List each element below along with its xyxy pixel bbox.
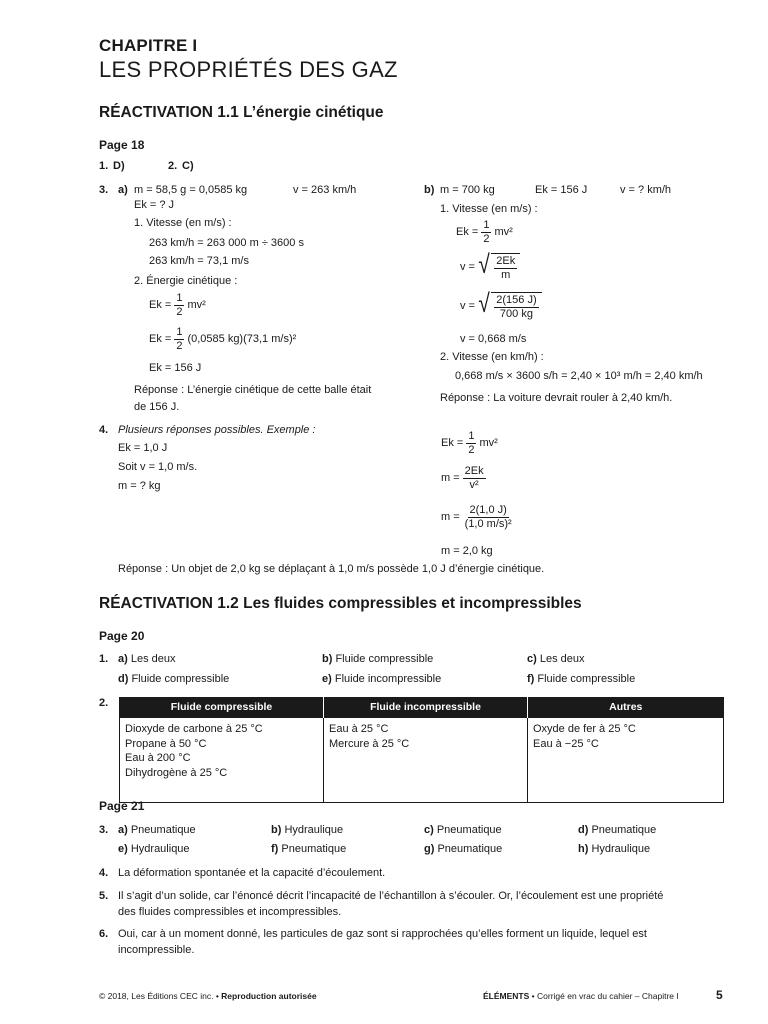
p21-q3-item-c: c) Pneumatique [424, 824, 502, 836]
square-root: √ $\frac{2(156 J)}{700 kg}$ [477, 292, 542, 320]
q3b-formula-v-sqrt: v = √ $\frac{2Ek}{m}$ [460, 253, 520, 281]
p21-q6-text-line2: incompressible. [118, 944, 195, 956]
q3a-formula-ek: Ek = $\frac{1}{2}$ mv² [149, 292, 206, 318]
p21-q5-text-line2: des fluides compressibles et incompressibles. [118, 906, 342, 918]
q3a-label: a) [118, 184, 128, 196]
q4-number: 4. [99, 424, 109, 436]
q3a-step1: 1. Vitesse (en m/s) : [134, 217, 232, 229]
q4-speed: Soit v = 1,0 m/s. [118, 461, 198, 473]
p21-q5-text-line1: Il s’agit d’un solide, car l’énoncé décrit l’incapacité de l’échantillon à s’écouler. Or, l’écoulement est une propriété [118, 890, 664, 902]
q2-number: 2. [168, 160, 178, 172]
q3b-answer: Réponse : La voiture devrait rouler à 2,40 km/h. [440, 392, 673, 404]
square-root: √ $\frac{2Ek}{m}$ [477, 253, 520, 281]
p20-q1-item-e: e) Fluide incompressible [322, 673, 442, 685]
p21-q3-number: 3. [99, 824, 109, 836]
q3a-calc1: 263 km/h = 263 000 m ÷ 3600 s [149, 237, 304, 249]
q4-formula-m: m = $\frac{2Ek}{\text{v²}}$ [441, 465, 484, 491]
q3a-formula-substituted: Ek = $\frac{1}{2}$ (0,0585 kg)(73,1 m/s)² [149, 326, 297, 352]
q4-formula-m-substituted: m = $\frac{2(1,0 J)}{\text{(1,0 m/s)²}}$ [441, 504, 512, 530]
q4-formula-ek: Ek = $\frac{1}{2}$ mv² [441, 430, 498, 456]
p21-q5-number: 5. [99, 890, 109, 902]
q4-result: m = 2,0 kg [441, 545, 493, 557]
p21-q3-item-g: g) Pneumatique [424, 843, 503, 855]
table-cell-incompressible: Eau à 25 °C Mercure à 25 °C [324, 718, 528, 803]
page-ref-18: Page 18 [99, 138, 145, 152]
section-title-1-2: RÉACTIVATION 1.2 Les fluides compressibles et incompressibles [99, 595, 582, 612]
table-cell-others: Oxyde de fer à 25 °C Eau à −25 °C [528, 718, 724, 803]
q3a-answer-line1: Réponse : L’énergie cinétique de cette balle était [134, 384, 372, 396]
q2-answer: C) [182, 160, 194, 172]
chapter-label: CHAPITRE I [99, 36, 198, 55]
q3b-conversion: 0,668 m/s × 3600 s/h = 2,40 × 10³ m/h = 2,40 km/h [455, 370, 703, 382]
p21-q3-item-b: b) Hydraulique [271, 824, 344, 836]
q3a-ek-unknown: Ek = ? J [134, 199, 175, 211]
p20-q1-item-d: d) Fluide compressible [118, 673, 230, 685]
q1-answer: D) [113, 160, 125, 172]
p21-q3-item-h: h) Hydraulique [578, 843, 651, 855]
q3b-mass: m = 700 kg [440, 184, 495, 196]
p20-q2-number: 2. [99, 697, 109, 709]
section-title-1-1: RÉACTIVATION 1.1 L’énergie cinétique [99, 104, 384, 121]
p21-q4-text: La déformation spontanée et la capacité d’écoulement. [118, 867, 386, 879]
p20-q1-item-b: b) Fluide compressible [322, 653, 434, 665]
q3b-formula-ek: Ek = $\frac{1}{2}$ mv² [456, 219, 513, 245]
fluids-table [119, 697, 724, 803]
p21-q3-item-e: e) Hydraulique [118, 843, 190, 855]
q3b-step1: 1. Vitesse (en m/s) : [440, 203, 538, 215]
page-ref-20: Page 20 [99, 629, 145, 643]
p21-q3-item-d: d) Pneumatique [578, 824, 657, 836]
p20-q1-item-c: c) Les deux [527, 653, 585, 665]
table-header-compressible: Fluide compressible [120, 697, 324, 718]
q3a-result: Ek = 156 J [149, 362, 202, 374]
q1-number: 1. [99, 160, 109, 172]
page-number: 5 [716, 988, 723, 1002]
q3a-calc2: 263 km/h = 73,1 m/s [149, 255, 249, 267]
q4-intro: Plusieurs réponses possibles. Exemple : [118, 424, 316, 436]
p21-q4-number: 4. [99, 867, 109, 879]
q3b-speed-unknown: v = ? km/h [620, 184, 672, 196]
fraction-one-half: $\frac{1}{2}$ [176, 292, 183, 318]
fraction-one-half: $\frac{1}{2}$ [483, 219, 490, 245]
p21-q6-text-line1: Oui, car à un moment donné, les particules de gaz sont si rapprochées qu’elles forment un liquide, lequel est [118, 928, 647, 940]
fraction-one-half: $\frac{1}{2}$ [468, 430, 475, 456]
q3b-result: v = 0,668 m/s [460, 333, 527, 345]
page-ref-21: Page 21 [99, 799, 145, 813]
chapter-title: LES PROPRIÉTÉS DES GAZ [99, 57, 398, 82]
table-header-others: Autres [528, 697, 724, 718]
q3b-formula-v-substituted: v = √ $\frac{2(156 J)}{700 kg}$ [460, 292, 542, 320]
q3b-label: b) [424, 184, 435, 196]
p20-q1-item-a: a) Les deux [118, 653, 176, 665]
table-cell-compressible: Dioxyde de carbone à 25 °C Propane à 50 °C Eau à 200 °C Dihydrogène à 25 °C [120, 718, 324, 803]
p20-q1-item-f: f) Fluide compressible [527, 673, 636, 685]
q3a-mass: m = 58,5 g = 0,0585 kg [134, 184, 248, 196]
footer-copyright: © 2018, Les Éditions CEC inc. • Reproduction autorisée [99, 991, 317, 1001]
q4-mass-unknown: m = ? kg [118, 480, 161, 492]
p20-q1-number: 1. [99, 653, 109, 665]
q4-ek: Ek = 1,0 J [118, 442, 168, 454]
q4-answer: Réponse : Un objet de 2,0 kg se déplaçant à 1,0 m/s possède 1,0 J d’énergie cinétique. [118, 563, 545, 575]
p21-q6-number: 6. [99, 928, 109, 940]
q3a-answer-line2: de 156 J. [134, 401, 180, 413]
q3-number: 3. [99, 184, 109, 196]
fraction-one-half: $\frac{1}{2}$ [176, 326, 183, 352]
q3a-speed: v = 263 km/h [293, 184, 357, 196]
q3a-step2: 2. Énergie cinétique : [134, 275, 238, 287]
q3b-step2: 2. Vitesse (en km/h) : [440, 351, 544, 363]
q3b-ek: Ek = 156 J [535, 184, 588, 196]
footer-book: ÉLÉMENTS • Corrigé en vrac du cahier – Chapitre I [483, 991, 679, 1001]
table-header-incompressible: Fluide incompressible [324, 697, 528, 718]
p21-q3-item-f: f) Pneumatique [271, 843, 347, 855]
p21-q3-item-a: a) Pneumatique [118, 824, 196, 836]
